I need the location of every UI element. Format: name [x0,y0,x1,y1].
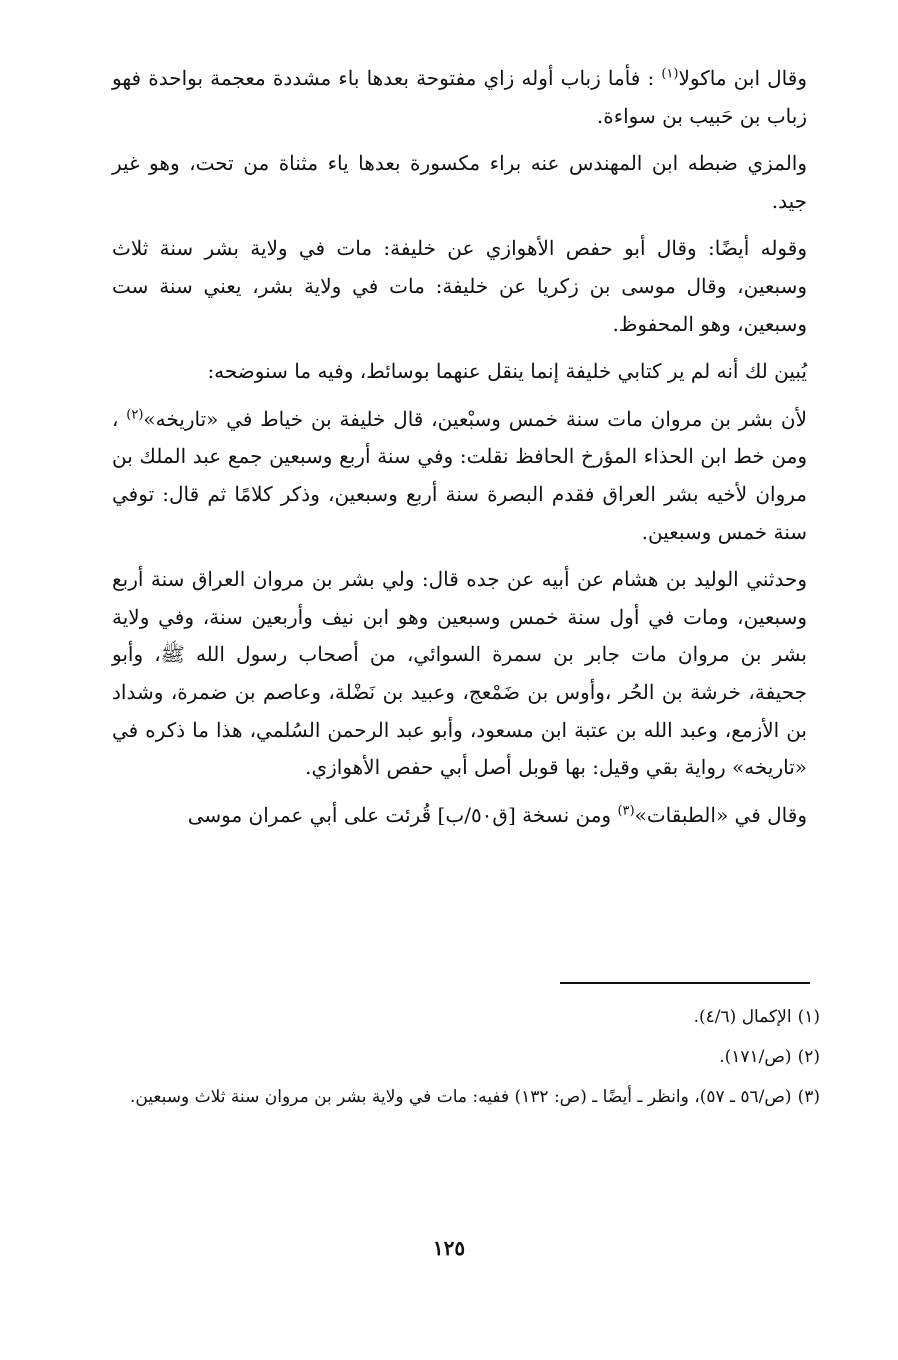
footnote-divider [560,982,810,984]
footnote [120,1080,820,1114]
paragraph-text: وحدثني الوليد بن هشام عن أبيه عن جده قال: ولي بشر بن مروان العراق سنة أربع وسبعين، ومات في أول سنة خمس وسبعين وهو ابن نيف وأربعين سنة، وفي ولاية بشر بن مروان مات جابر بن سمرة السوائي، من أصحاب رسول الله ﷺ، وأبو جحيفة، خرشة بن الحُر ،وأوس بن ضَمْعج، وعبيد بن نَضْلة، وعاصم بن ضمرة، وشداد بن الأزمع، وعبد الله بن عتبة ابن مسعود، وأبو عبد الرحمن السُلمي، هذا ما ذكره في «تاريخه» رواية بقي وقيل: بها قوبل أصل أبي حفص الأهوازي. [112,567,807,780]
paragraph-text: لأن بشر بن مروان مات سنة خمس وسبْعين، قال خليفة بن خياط في «تاريخه» [143,406,808,431]
paragraph [112,145,807,220]
footnotes [120,1000,820,1120]
paragraph [112,230,807,343]
paragraph [112,797,807,835]
footnote-number: (٢) [797,1047,820,1067]
paragraph-text: والمزي ضبطه ابن المهندس عنه براء مكسورة بعدها ياء مثناة من تحت، وهو غير جيد. [112,151,807,213]
footnote [120,1000,820,1034]
paragraph [112,401,807,551]
paragraph-text: يُبين لك أنه لم ير كتابي خليفة إنما ينقل عنهما بوسائط، وفيه ما سنوضحه: [207,359,807,384]
main-text [112,60,807,844]
footnote-reference: (٢) [126,407,144,423]
footnote [120,1040,820,1074]
footnote-text: (ص/٥٦ ـ ٥٧)، وانظر ـ أيضًا ـ (ص: ١٣٢) ففيه: مات في ولاية بشر بن مروان سنة ثلاث وسبعين. [129,1087,792,1107]
paragraph-text: وقال ابن ماكولا [678,66,807,90]
paragraph-text: وقوله أيضًا: وقال أبو حفص الأهوازي عن خليفة: مات في ولاية بشر سنة ثلاث وسبعين، وقال موسى بن زكريا عن خليفة: مات في ولاية بشر، يعني سنة ست وسبعين، وهو المحفوظ. [112,236,807,336]
paragraph-text: ، ومن خط ابن الحذاء المؤرخ الحافظ نقلت: وفي سنة أربع وسبعين جمع عبد الملك بن مروان لأخيه بشر العراق فقدم البصرة سنة أربع وسبعين، وذكر كلامًا ثم قال: توفي سنة خمس وسبعين. [112,406,808,544]
footnote-reference: (٣) [617,803,635,819]
footnote-reference: (١) [661,66,679,82]
paragraph [112,561,807,787]
footnote-text: الإكمال (٤/٦). [693,1007,792,1027]
paragraph [112,353,807,391]
paragraph-text: وقال في «الطبقات» [634,802,807,827]
footnote-number: (١) [797,1007,820,1027]
paragraph-text: ومن نسخة [ق٥٠/ب] قُرئت على أبي عمران موسى [187,802,618,827]
footnote-text: (ص/١٧١). [719,1047,792,1067]
paragraph [112,60,807,135]
footnote-number: (٣) [797,1087,820,1107]
page-number: ١٢٥ [432,1236,466,1260]
paragraph-text: : فأما زباب أوله زاي مفتوحة بعدها باء مشددة معجمة بواحدة فهو زباب بن حَبيب بن سواءة. [112,66,807,128]
